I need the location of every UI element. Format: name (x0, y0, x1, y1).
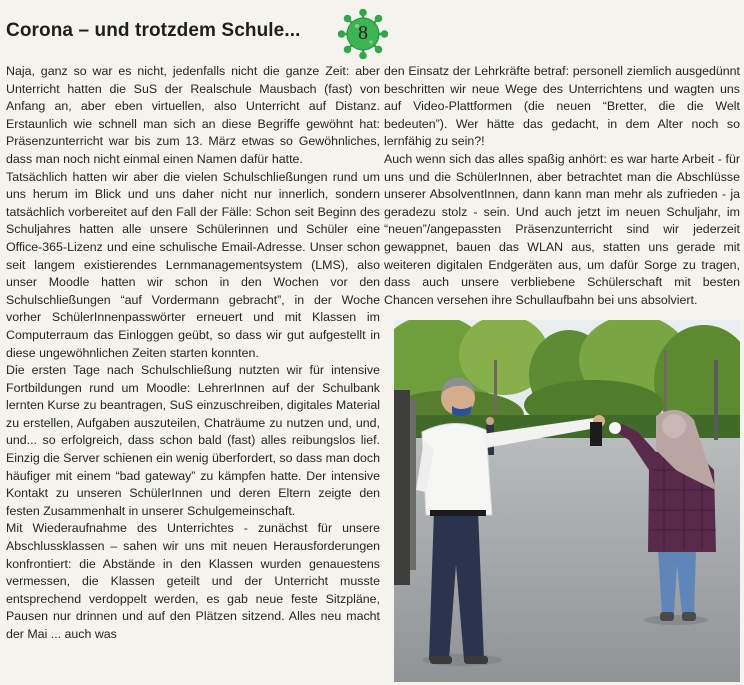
page-number-badge (338, 9, 388, 59)
page-number: 8 (358, 22, 368, 44)
article-title: Corona – und trotzdem Schule... (6, 20, 301, 41)
right-column (384, 63, 740, 309)
paragraph: Naja, ganz so war es nicht, jedenfalls nicht die ganze Zeit: aber Unterricht hatten die SuS der Realschule Mausbach (fast) von Anfang an, aber eben virtuellen, also Unterricht auf Distanz. Erstaunlich wie schnell man sich an diese Begriffe gewöhnt hat: Präsenzunterricht war bis zum 13. März etwas so Gewöhnliches, dass man noch nicht einmal einen Namen dafür hatte. (6, 64, 380, 166)
paragraph: den Einsatz der Lehrkräfte betraf: personell ziemlich ausgedünnt beschritten wir neue Wege des Unterrichtens und wagten uns auf Video-Plattformen (die neuen “Bretter, die die Welt bedeuten”). Wer hätte das gedacht, in dem Alter noch so lernfähig zu sein?! (384, 64, 740, 149)
paragraph: Tatsächlich hatten wir aber die vielen Schulschließungen rund um uns herum im Blick und uns daher nicht nur innerlich, sondern tatsächlich vorbereitet auf den Fall der Fälle: Schon seit Beginn des Schuljahres hatten alle unsere Schülerinnen und Schüler eine Office-365-Lizenz und eine schulische Email-Adresse. Unser schon seit langem existierendes Lernmanagementsystem (LMS), also unser Moodle hatten wir schon in den Wochen vor den Schulschließungen “auf Vordermann gebracht”, in der Woche vorher SchülerInnenpasswörter erneuert und mit Klassen im Computerraum das Einloggen geübt, so dass wir gut aufgestellt in diese ungewöhnlichen Zeiten starten konnten. (6, 169, 380, 360)
paragraph: Mit Wiederaufnahme des Unterrichtes - zunächst für unsere Abschlussklassen – sahen wir uns mit neuen Herausforderungen konfrontiert: die Abstände in den Klassen wurden genauestens vermessen, die Klassen geteilt und der Unterricht musste entsprechend verdoppelt werden, es gab neue feste Sitzpläne, Pausen nur drinnen und auf den Plätzen sitzend. Alles neu macht der Mai ... auch was (6, 521, 380, 641)
article-photo (394, 320, 740, 682)
paragraph: Die ersten Tage nach Schulschließung nutzten wir für intensive Fortbildungen rund um Moodle: LehrerInnen auf der Schulbank lernten Kurse zu beantragen, SuS einzuschreiben, digitales Material zu erstellen, Aufgaben auszuteilen, Chaträume zu nutzen und, und, und... so erfolgreich, dass schon bald (fast) alles reibungslos lief. Einzig die Server schienen ein wenig überfordert, so dass man doch häufiger mit einem “bad gateway” zu kämpfen hatte. Der intensive Kontakt zu unseren SchülerInnen und deren Eltern zeigte den festen Zusammenhalt in unserer Schulgemeinschaft. (6, 363, 380, 518)
paragraph: Auch wenn sich das alles spaßig anhört: es war harte Arbeit - für uns und die SchülerInnen, aber betrachtet man die Abschlüsse unserer AbsolventInnen, dann kann man mehr als zufrieden - ja geradezu stolz - sein. Und auch jetzt im neuen Schuljahr, im “neuen”/angepassten Präsenzunterricht sind wir jederzeit gewappnet, bauen das WLAN aus, statten uns gerade mit weiteren digitalen Endgeräten aus, um dafür Sorge zu tragen, dass auch unsere verbliebene Schülerschaft mit besten Chancen versehen ihre Schullaufbahn bei uns absolviert. (384, 151, 740, 307)
left-column (6, 63, 380, 644)
